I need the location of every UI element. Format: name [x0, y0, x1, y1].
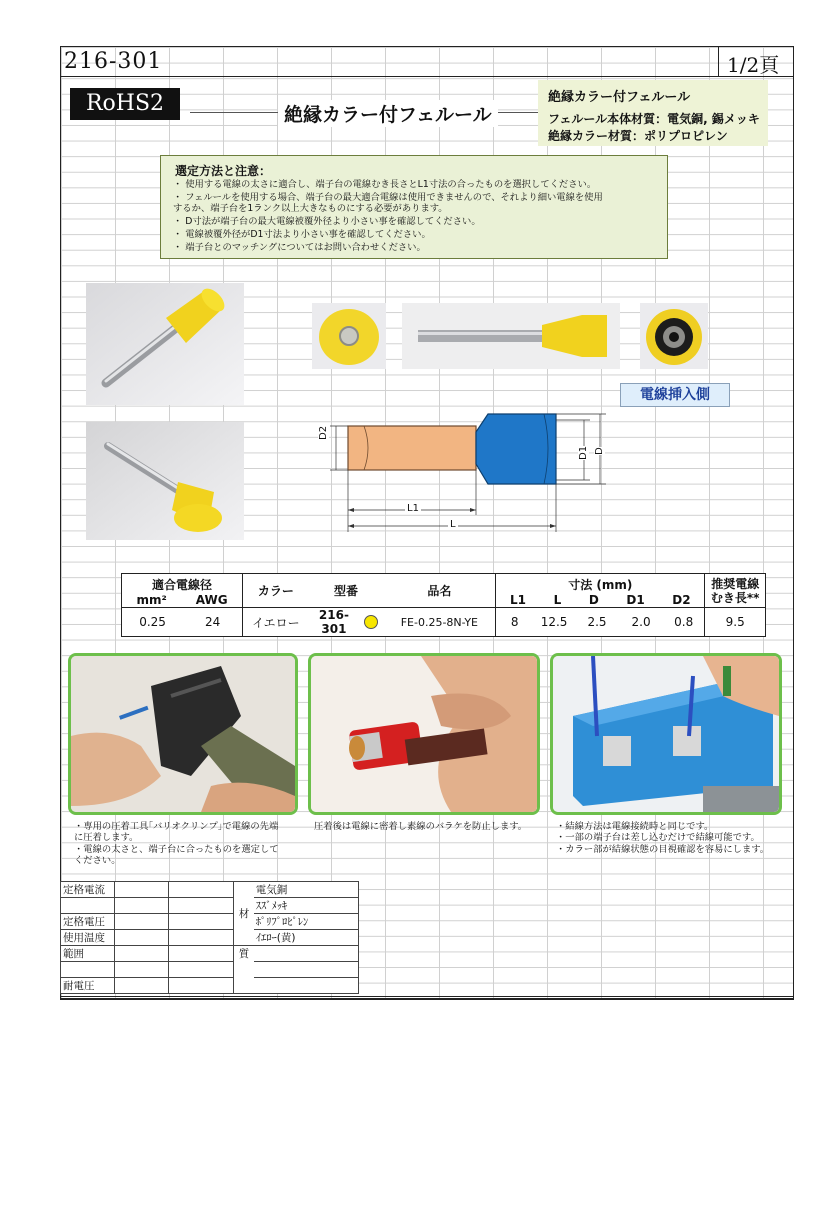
ferrule-sleeve-shape	[348, 426, 476, 470]
header-wire-label: 適合電線径	[152, 578, 213, 592]
header-l: L	[553, 593, 562, 607]
crimping-tool-photo	[68, 653, 298, 815]
value-empty	[168, 914, 234, 930]
label-d1: D1	[578, 445, 589, 460]
notes-title: 選定方法と注意：	[175, 164, 272, 178]
value-empty	[114, 978, 168, 994]
material-box	[538, 80, 768, 146]
cell-l1: 8	[496, 608, 533, 637]
value-empty	[254, 962, 359, 978]
document-number: 216-301	[64, 49, 163, 74]
cell-l: 12.5	[533, 608, 575, 637]
header-color: カラー	[243, 574, 309, 608]
value-empty	[168, 930, 234, 946]
ratings-table	[60, 881, 359, 994]
note-item: するか、端子台を1ランク以上大きなものにする必要があります。	[173, 203, 448, 214]
header-dims-label: 寸法 (mm)	[568, 578, 633, 592]
caption-connect-2: ・一部の端子台は差し込むだけで結線可能です。	[556, 832, 760, 843]
spec-table	[121, 573, 766, 637]
header-name: 品名	[383, 574, 495, 608]
yellow-swatch-icon	[364, 615, 378, 629]
note-item: ・ 使用する電線の太さに適合し、端子台の電線むき長さとL1寸法の合ったものを選択してください。	[173, 179, 597, 190]
header-model: 型番	[309, 574, 384, 608]
material-2: ｽｽﾞﾒｯｷ	[254, 898, 359, 914]
value-empty	[168, 962, 234, 978]
dimension-diagram	[300, 400, 620, 545]
ferrule-photo-1	[86, 283, 244, 405]
value-empty	[114, 930, 168, 946]
table-row	[61, 882, 359, 898]
label-l1: L1	[407, 503, 419, 514]
material-line-2: 絶縁カラー材質：ポリプロピレン	[548, 129, 728, 143]
ferrule-collar-shape	[476, 414, 556, 484]
header-d2: D2	[672, 593, 691, 607]
value-empty	[254, 946, 359, 962]
cell-strip: 9.5	[705, 608, 766, 637]
header-strip-line-1: 推奨電線	[711, 576, 760, 591]
ferrule-side-view	[402, 303, 620, 369]
crimped-ferrule-photo	[308, 653, 540, 815]
note-item: ・ D寸法が端子台の最大電線被覆外径より小さい事を確認してください。	[173, 216, 481, 227]
material-3: ﾎﾟﾘﾌﾟﾛﾋﾟﾚﾝ	[254, 914, 359, 930]
material-heading: 絶縁カラー付フェルール	[548, 90, 691, 105]
wire-insert-side-label: 電線挿入側	[620, 383, 730, 407]
cell-swatch	[359, 608, 383, 637]
cell-model: 216-301	[309, 608, 360, 637]
label-rated-current: 定格電流	[61, 882, 115, 898]
caption-crimp-2: に圧着します。	[74, 832, 139, 843]
footer-rule	[60, 996, 794, 999]
table-row	[61, 914, 359, 930]
page-box-divider	[718, 46, 719, 76]
header-dim-columns	[496, 593, 704, 607]
label-l: L	[450, 519, 456, 530]
table-row	[61, 946, 359, 962]
note-item: ・ 電線被覆外径がD1寸法より小さい事を確認してください。	[173, 229, 431, 240]
cell-d1: 2.0	[619, 608, 663, 637]
cell-d2: 0.8	[663, 608, 705, 637]
value-empty	[61, 962, 115, 978]
caption-crimped: 圧着後は電線に密着し素線のバラケを防止します。	[314, 821, 528, 832]
table-row	[61, 898, 359, 914]
note-item: ・ フェルールを使用する場合、端子台の最大適合電線は使用できませんので、それより細い電線を使用	[173, 192, 603, 203]
header-awg: AWG	[195, 593, 228, 607]
table-row	[61, 978, 359, 994]
ferrule-end-view	[312, 303, 386, 369]
value-empty	[254, 978, 359, 994]
selection-notes	[160, 155, 668, 259]
header-mm2: mm²	[136, 593, 167, 607]
material-1: 電気銅	[254, 882, 359, 898]
header-dimensions	[496, 574, 705, 608]
page-title: 絶縁カラー付フェルール	[278, 100, 498, 127]
label-temp: 使用温度	[61, 930, 115, 946]
table-header-row	[122, 574, 766, 608]
table-row	[61, 962, 359, 978]
value-empty	[114, 882, 168, 898]
table-row	[122, 608, 766, 637]
value-empty	[114, 898, 168, 914]
ferrule-photo-2	[86, 422, 244, 540]
value-empty	[168, 946, 234, 962]
label-d: D	[594, 447, 605, 455]
caption-connect-1: ・結線方法は電線接続時と同じです。	[556, 821, 714, 832]
header-d: D	[588, 593, 599, 607]
caption-crimp-3: ・電線の太さと、端子台に合ったものを選定して	[74, 844, 279, 855]
value-empty	[114, 914, 168, 930]
terminal-block-photo	[550, 653, 782, 815]
material-line-1: フェルール本体材質：電気銅, 錫メッキ	[548, 112, 760, 126]
value-empty	[61, 898, 115, 914]
value-empty	[168, 882, 234, 898]
page-indicator: 1/2頁	[727, 53, 780, 77]
cell-color: イエロー	[243, 608, 309, 637]
label-material-2: 質	[234, 946, 254, 994]
label-d2: D2	[318, 425, 329, 440]
header-wire-units	[122, 593, 242, 607]
label-material-1: 材	[234, 882, 254, 946]
header-d1: D1	[626, 593, 645, 607]
caption-connect-3: ・カラー部が結線状態の目視確認を容易にします。	[556, 844, 770, 855]
cell-d: 2.5	[575, 608, 619, 637]
ferrule-insert-view	[640, 303, 708, 369]
caption-crimp-1: ・専用の圧着工具｢バリオクリンプ｣で電線の先端	[74, 821, 279, 832]
value-empty	[114, 962, 168, 978]
header-strip-length	[705, 574, 766, 608]
cell-name: FE-0.25-8N-YE	[383, 608, 495, 637]
label-range: 範囲	[61, 946, 115, 962]
value-empty	[168, 978, 234, 994]
rohs-badge: RoHS2	[70, 88, 180, 120]
value-empty	[114, 946, 168, 962]
value-empty	[168, 898, 234, 914]
cell-awg: 24	[183, 608, 242, 637]
label-rated-voltage: 定格電圧	[61, 914, 115, 930]
header-wire-size	[122, 574, 243, 608]
header-strip-line-2: むき長**	[710, 590, 760, 605]
table-row	[61, 930, 359, 946]
note-item: ・ 端子台とのマッチングについてはお問い合わせください。	[173, 242, 426, 253]
caption-crimp-4: ください。	[74, 855, 121, 866]
material-4: ｲｴﾛｰ(黄)	[254, 930, 359, 946]
label-withstand: 耐電圧	[61, 978, 115, 994]
header-rule	[60, 76, 794, 77]
cell-mm2: 0.25	[122, 608, 184, 637]
header-l1: L1	[510, 593, 527, 607]
